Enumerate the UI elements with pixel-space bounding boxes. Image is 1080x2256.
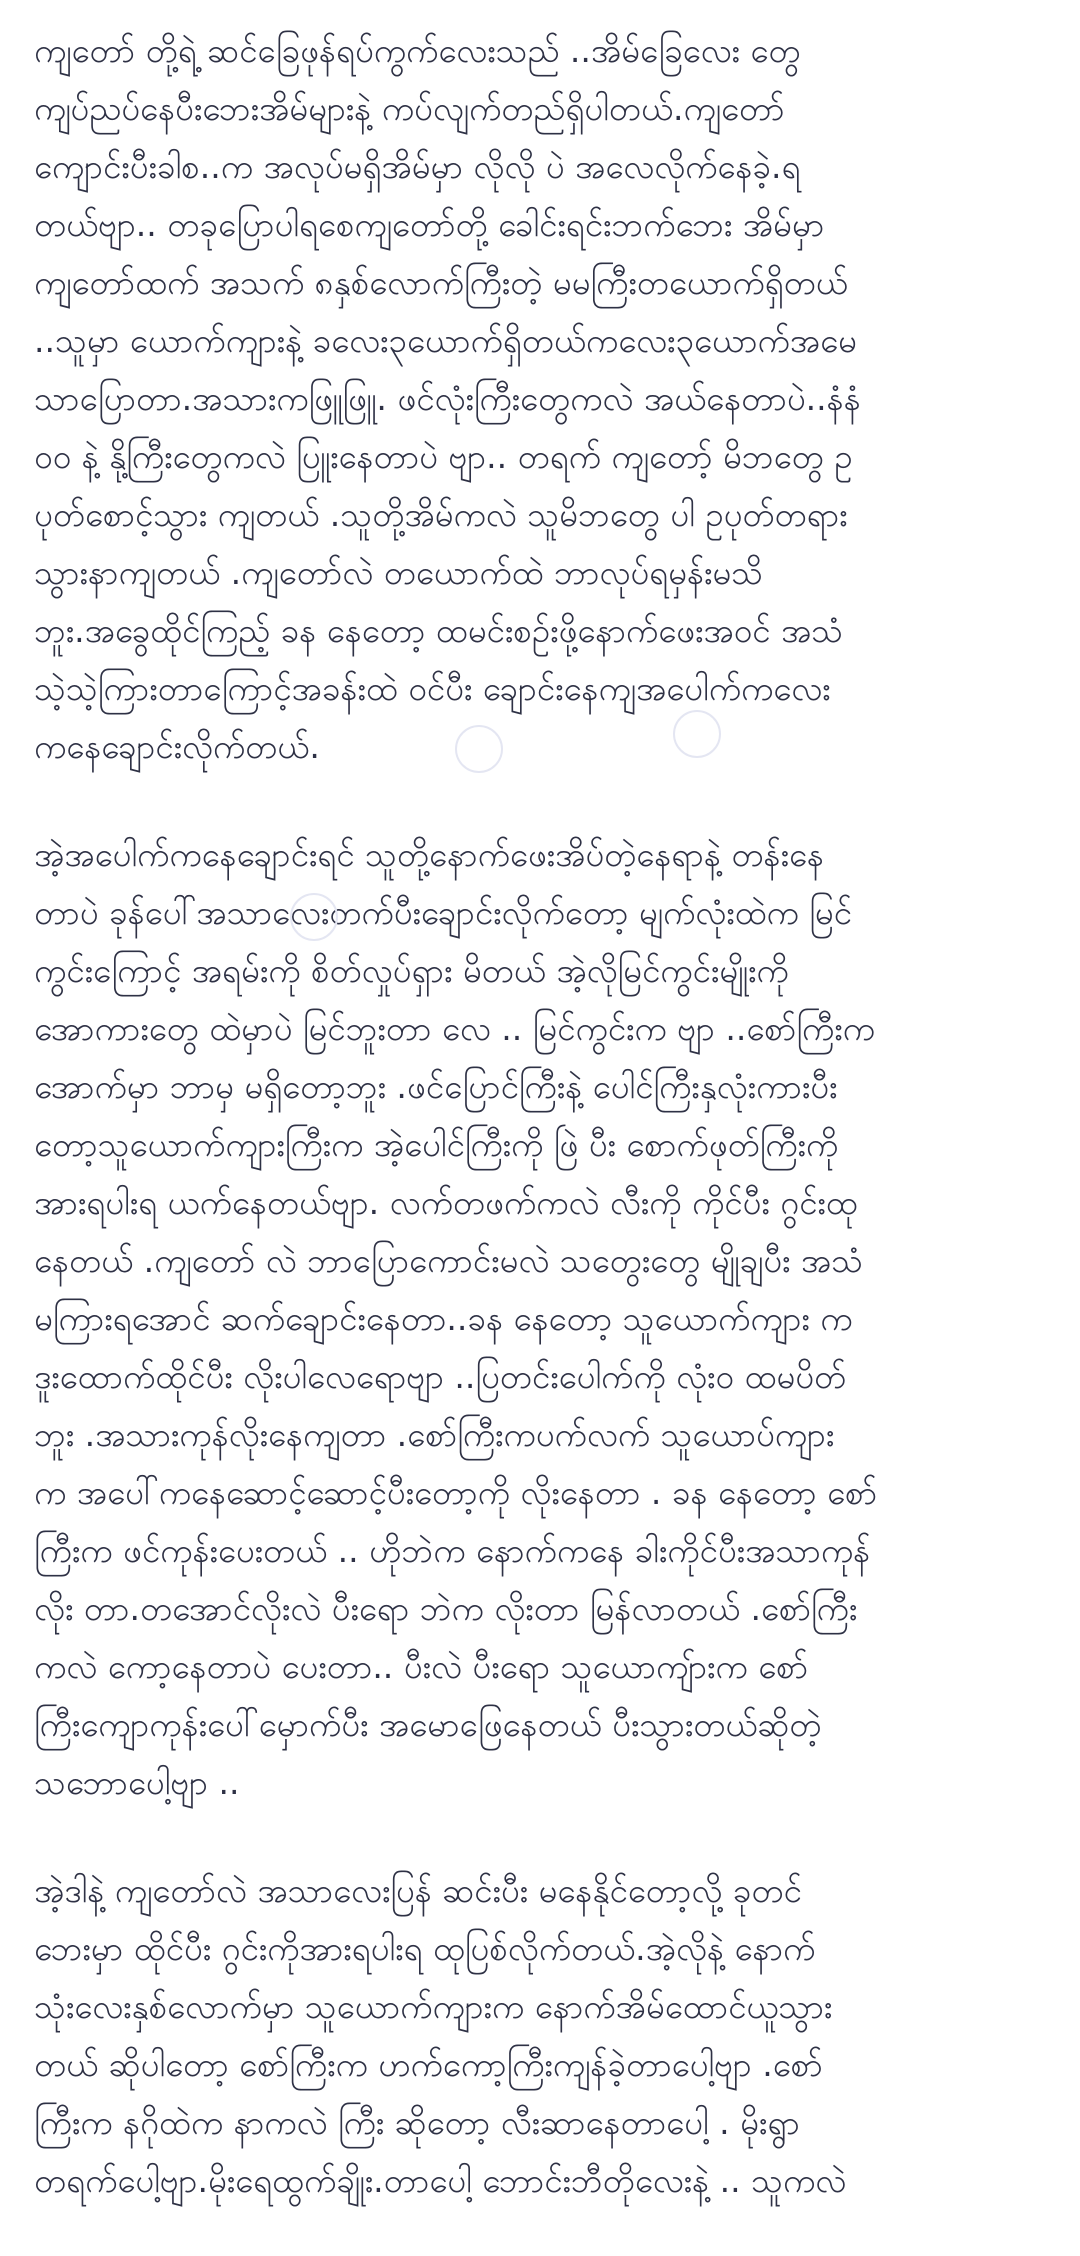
- text-line: သဲ့သဲ့ကြားတာကြောင့်အခန်းထဲ ဝင်ပီး ချောင်းနေကျအပေါက်ကလေး: [34, 669, 831, 708]
- text-line: မကြားရအောင် ဆက်ချောင်းနေတာ..ခန နေတော့ သူယောက်ကျား က: [34, 1299, 853, 1338]
- text-line: ကလဲ ကော့နေတာပဲ ပေးတာ.. ပီးလဲ ပီးရော သူယောကျ်ားက စော်: [34, 1647, 809, 1686]
- text-line: ပုတ်စောင့်သွား ကျတယ် .သူတို့အိမ်ကလဲ သူမိဘတွေ ပါ ဥပုတ်တရား: [34, 495, 848, 534]
- text-line: ဘေးမှာ ထိုင်ပီး ဂွင်းကိုအားရပါးရ ထုပြစ်လိုက်တယ်.အဲ့လိုနဲ့ နောက်: [34, 1929, 816, 1968]
- text-line: ကြီးက ဖင်ကုန်းပေးတယ် .. ဟိုဘဲက နောက်ကနေ ခါးကိုင်ပီးအသာကုန်: [34, 1531, 871, 1570]
- paragraph-2: [34, 826, 1050, 1812]
- text-line: တာပဲ ခုန်ပေါ်အသာလေးတက်ပီးချောင်းလိုက်တော့ မျက်လုံးထဲက မြင်: [34, 893, 852, 932]
- text-line: ၀၀ နဲ့ နို့ကြီးတွေကလဲ ပြူးနေတာပဲ ဗျာ.. တရက် ကျတော့် မိဘတွေ ဥ: [34, 437, 853, 476]
- text-line: တယ် ဆိုပါတော့ စော်ကြီးက ဟက်ကော့ကြီးကျန်ခဲ့တာပေါ့ဗျာ .စော်: [34, 2045, 823, 2084]
- text-line: တရက်ပေါ့ဗျာ.မိုးရေထွက်ချိုး.တာပေါ့ ဘောင်းဘီတိုလေးနဲ့ .. သူကလဲ: [34, 2161, 847, 2200]
- text-line: ကျောင်းပီးခါစ..က အလုပ်မရှိအိမ်မှာ လိုလို ပဲ အလေလိုက်နေခဲ့.ရ: [34, 147, 801, 186]
- paragraph-1: [34, 22, 1050, 776]
- text-line: ကြီးက နဂိုထဲက နာကလဲ ကြီး ဆိုတော့ လီးဆာနေတာပေါ့ . မိုးရွာ: [34, 2103, 800, 2142]
- text-line: ဘူး .အသားကုန်လိုးနေကျတာ .စော်ကြီးကပက်လက် သူယောပ်ကျား: [34, 1415, 835, 1454]
- paragraph-3: [34, 1862, 1050, 2210]
- touch-ripple-circle: [455, 725, 503, 773]
- text-line: ကြီးကျောကုန်းပေါ်မှောက်ပီး အမောဖြေနေတယ် ပီးသွားတယ်ဆိုတဲ့: [34, 1705, 822, 1744]
- text-line: သာပြောတာ.အသားကဖြူဖြူ. ဖင်လုံးကြီးတွေကလဲ အယ်နေတာပဲ..နံနံ: [34, 379, 861, 418]
- text-line: အောက်မှာ ဘာမှ မရှိတော့ဘူး .ဖင်ပြောင်ကြီးနဲ့ ပေါင်ကြီးနှလုံးကားပီး: [34, 1067, 838, 1106]
- text-line: အဲ့ဒါနဲ့ ကျတော်လဲ အသာလေးပြန် ဆင်းပီး မနေနိုင်တော့လို့ ခုတင်: [34, 1871, 802, 1910]
- text-line: ဒူးထောက်ထိုင်ပီး လိုးပါလေရောဗျာ ..ပြတင်းပေါက်ကို လုံး၀ ထမပိတ်: [34, 1357, 847, 1396]
- text-line: အဲ့အပေါက်ကနေချောင်းရင် သူတို့နောက်ဖေးအိပ်တဲ့နေရာနဲ့ တန်းနေ: [34, 835, 824, 874]
- text-line: သဘောပေါ့ဗျာ ..: [34, 1763, 240, 1802]
- text-line: ..သူမှာ ယောက်ကျားနဲ့ ခလေး၃ယောက်ရှိတယ်ကလေး၃ယောက်အမေ: [34, 321, 857, 360]
- text-line: ကနေချောင်းလိုက်တယ်.: [34, 727, 320, 766]
- text-line: အားရပါးရ ယက်နေတယ်ဗျာ. လက်တဖက်ကလဲ လီးကို ကိုင်ပီး ဂွင်းထု: [34, 1183, 858, 1222]
- text-line: နေတယ် .ကျတော် လဲ ဘာပြောကောင်းမလဲ သတွေးတွေ မျိုချပီး အသံ: [34, 1241, 864, 1280]
- text-line: ကျတော်ထက် အသက် ၈နှစ်လောက်ကြီးတဲ့ မမကြီးတယောက်ရှိတယ်: [34, 263, 848, 302]
- text-line: ဘူး.အခွေထိုင်ကြည့် ခန နေတော့ ထမင်းစဉ်းဖို့နောက်ဖေးအဝင် အသံ: [34, 611, 844, 650]
- text-line: အောကားတွေ ထဲမှာပဲ မြင်ဘူးတာ လေ .. မြင်ကွင်းက ဗျာ ..စော်ကြီးက: [34, 1009, 875, 1048]
- text-line: သုံးလေးနှစ်လောက်မှာ သူယောက်ကျားက နောက်အိမ်ထောင်ယူသွား: [34, 1987, 833, 2026]
- text-line: လိုး တာ.တအောင်လိုးလဲ ပီးရော ဘဲက လိုးတာ မြန်လာတယ် .စော်ကြီး: [34, 1589, 858, 1628]
- text-line: ကျတော် တို့ရဲ့ ဆင်ခြေဖုန်ရပ်ကွက်လေးသည် ..အိမ်ခြေလေး တွေ: [34, 31, 801, 70]
- text-line: တယ်ဗျာ.. တခုပြောပါရစေကျတော်တို့ ခေါင်းရင်းဘက်ဘေး အိမ်မှာ: [34, 205, 825, 244]
- touch-ripple-circle: [673, 710, 721, 758]
- text-line: သွားနာကျတယ် .ကျတော်လဲ တယောက်ထဲ ဘာလုပ်ရမှန်းမသိ: [34, 553, 764, 592]
- text-line: တော့သူယောက်ကျားကြီးက အဲ့ပေါင်ကြီးကို ဖြဲ ပီး စောက်ဖုတ်ကြီးကို: [34, 1125, 839, 1164]
- text-line: ကျပ်ညပ်နေပီးဘေးအိမ်များနဲ့ ကပ်လျက်တည်ရှိပါတယ်.ကျတော်: [34, 89, 785, 128]
- touch-ripple-circle: [290, 893, 338, 941]
- text-line: ကွင်းကြောင့် အရမ်းကို စိတ်လှုပ်ရှား မိတယ် အဲ့လိုမြင်ကွင်းမျိုးကို: [34, 951, 789, 990]
- text-line: က အပေါ်ကနေဆောင့်ဆောင့်ပီးတော့ကို လိုးနေတာ . ခန နေတော့ စော်: [34, 1473, 878, 1512]
